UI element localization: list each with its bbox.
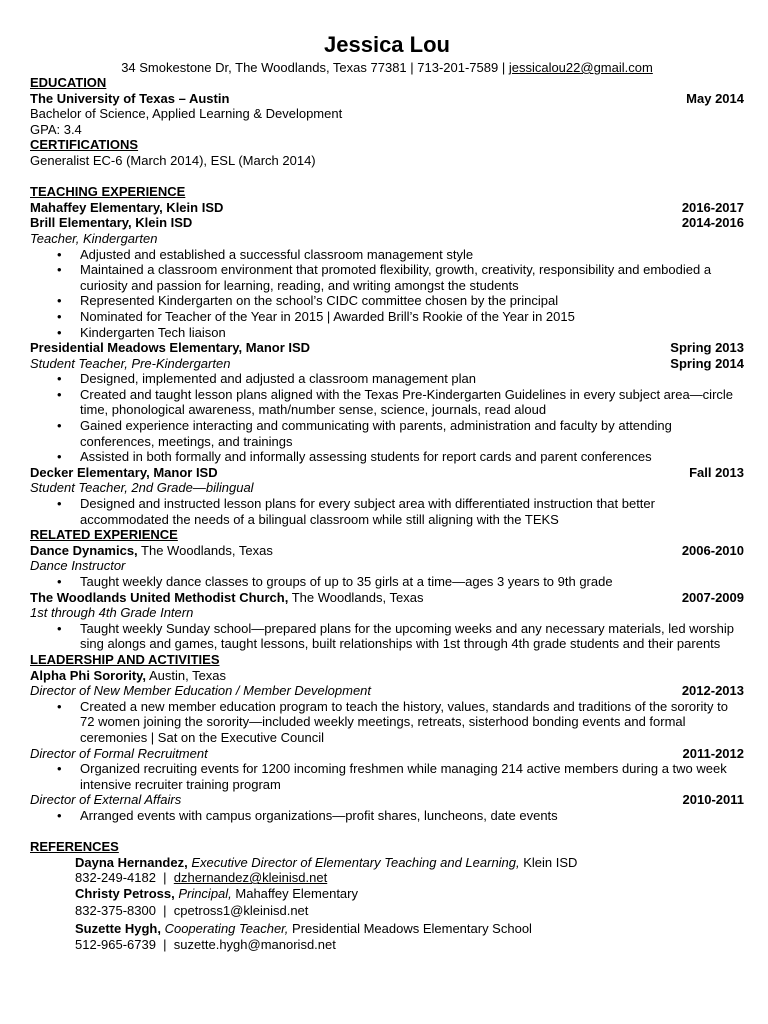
role-date: 2012-2013 bbox=[681, 683, 744, 699]
leadership-location: Austin, Texas bbox=[146, 667, 227, 683]
reference-email-link[interactable]: dzhernandez@kleinisd.net bbox=[173, 870, 328, 886]
role-title: Director of Formal Recruitment bbox=[30, 745, 208, 761]
bullet-item: • Represented Kindergarten on the school’s CIDC committee chosen by the principal bbox=[80, 293, 744, 309]
reference-phone: 832-249-4182 | bbox=[75, 870, 174, 886]
job-role: Student Teacher, 2nd Grade—bilingual bbox=[30, 480, 254, 496]
references-list bbox=[30, 855, 744, 953]
job-role-row bbox=[30, 356, 744, 372]
leadership-org: Alpha Phi Sorority, bbox=[30, 667, 147, 683]
bullet-item: • Designed, implemented and adjusted a classroom management plan bbox=[80, 371, 744, 387]
role-title: Director of External Affairs bbox=[30, 792, 182, 808]
bullet-item: • Gained experience interacting and communicating with parents, administration and faculty by attending conferences, meetings, and trainings bbox=[80, 418, 744, 449]
reference-name: Dayna Hernandez, bbox=[75, 854, 188, 870]
contact-line bbox=[30, 60, 744, 75]
certifications-heading: CERTIFICATIONS bbox=[30, 137, 139, 153]
job-bullets bbox=[30, 574, 744, 590]
role-title: Director of New Member Education / Member Development bbox=[30, 683, 372, 699]
bullet-item: • Created a new member education program to teach the history, values, standards and traditions of the sorority to 72 women joining the sorority—included weekly meetings, retreats, sisterhood bonding events and formal ceremonies | Sat on the Executive Council bbox=[80, 699, 744, 746]
job-row bbox=[30, 215, 744, 231]
role-date: 2011-2012 bbox=[682, 745, 744, 761]
education-date: May 2014 bbox=[686, 90, 744, 106]
job-date: 2007-2009 bbox=[681, 589, 744, 605]
job-bullets bbox=[30, 621, 744, 652]
candidate-name: Jessica Lou bbox=[324, 32, 450, 57]
reference-name-line bbox=[75, 921, 744, 937]
job-bullets bbox=[30, 496, 744, 527]
job-date: 2006-2010 bbox=[681, 542, 744, 558]
job-role: Dance Instructor bbox=[30, 558, 126, 574]
bullet-item: • Arranged events with campus organizations—profit shares, luncheons, date events bbox=[80, 808, 744, 824]
job-date: 2014-2016 bbox=[681, 215, 744, 231]
reference-org: Klein ISD bbox=[519, 854, 578, 870]
job-org-line bbox=[30, 590, 423, 606]
bullet-item: • Created and taught lesson plans aligned with the Texas Pre-Kindergarten Guidelines in every subject area—circle time, phonological awareness, math/number sense, science, journals, read aloud bbox=[80, 387, 744, 418]
bullet-item: • Assisted in both formally and informally assessing students for report cards and parent conferences bbox=[80, 449, 744, 465]
certifications-text: Generalist EC-6 (March 2014), ESL (March 2014) bbox=[30, 152, 316, 168]
job-org: Presidential Meadows Elementary, Manor ISD bbox=[30, 340, 311, 356]
references-heading: REFERENCES bbox=[30, 839, 119, 855]
reference-phone: 832-375-8300 | bbox=[75, 903, 174, 919]
job-date: Fall 2013 bbox=[689, 464, 744, 480]
reference-title: Cooperating Teacher, bbox=[160, 921, 289, 937]
role-bullets bbox=[30, 699, 744, 746]
job-org-line bbox=[30, 543, 273, 559]
reference-name: Christy Petross, bbox=[75, 885, 175, 901]
education-school-row bbox=[30, 91, 744, 107]
role-bullets bbox=[30, 761, 744, 792]
job-org: Mahaffey Elementary, Klein ISD bbox=[30, 199, 224, 215]
reference-org: Mahaffey Elementary bbox=[231, 885, 358, 901]
related-heading: RELATED EXPERIENCE bbox=[30, 527, 178, 543]
job-date: Spring 2013 bbox=[670, 340, 744, 356]
bullet-item: • Organized recruiting events for 1200 incoming freshmen while managing 214 active members during a two week intensive recruiter training program bbox=[80, 761, 744, 792]
resume-page bbox=[30, 30, 744, 952]
job-location: The Woodlands, Texas bbox=[137, 542, 273, 558]
teaching-heading: TEACHING EXPERIENCE bbox=[30, 184, 186, 200]
bullet-item: • Nominated for Teacher of the Year in 2015 | Awarded Brill’s Rookie of the Year in 2015 bbox=[80, 309, 744, 325]
reference-email: cpetross1@kleinisd.net bbox=[173, 903, 309, 919]
bullet-item: • Taught weekly Sunday school—prepared plans for the upcoming weeks and any necessary materials, led worship sing alongs and games, taught lessons, built relationships with 1st through 4th grade students and their parents bbox=[80, 621, 744, 652]
bullet-item: • Maintained a classroom environment that promoted flexibility, growth, creativity, responsibility and embodied a curiosity and passion for learning, reading, and writing amongst the students bbox=[80, 262, 744, 293]
reference-title: Principal, bbox=[174, 885, 232, 901]
job-role: Teacher, Kindergarten bbox=[30, 230, 158, 246]
job-org: Brill Elementary, Klein ISD bbox=[30, 215, 193, 231]
job-location: The Woodlands, Texas bbox=[288, 589, 424, 605]
reference-contact-line bbox=[75, 903, 744, 919]
role-date: 2010-2011 bbox=[682, 792, 744, 808]
education-gpa: GPA: 3.4 bbox=[30, 121, 82, 137]
leadership-org-line bbox=[30, 668, 744, 684]
reference-name-line bbox=[75, 886, 744, 902]
spacer bbox=[30, 169, 744, 185]
reference-phone: 512-965-6739 | bbox=[75, 936, 174, 952]
reference-contact-line bbox=[75, 937, 744, 953]
bullet-item: • Kindergarten Tech liaison bbox=[80, 325, 744, 341]
job-org: Dance Dynamics, bbox=[30, 542, 138, 558]
reference-org: Presidential Meadows Elementary School bbox=[288, 921, 532, 937]
job-bullets bbox=[30, 371, 744, 465]
spacer bbox=[30, 824, 744, 840]
reference-name: Suzette Hygh, bbox=[75, 921, 161, 937]
reference-title: Executive Director of Elementary Teaching and Learning, bbox=[187, 854, 520, 870]
job-role: 1st through 4th Grade Intern bbox=[30, 605, 194, 621]
job-row bbox=[30, 543, 744, 559]
job-role: Student Teacher, Pre-Kindergarten bbox=[30, 355, 231, 371]
job-row bbox=[30, 590, 744, 606]
leadership-heading: LEADERSHIP AND ACTIVITIES bbox=[30, 651, 220, 667]
bullet-item: • Taught weekly dance classes to groups of up to 35 girls at a time—ages 3 years to 9th grade bbox=[80, 574, 744, 590]
role-bullets bbox=[30, 808, 744, 824]
reference-email: suzette.hygh@manorisd.net bbox=[173, 936, 336, 952]
bullet-item: • Adjusted and established a successful classroom management style bbox=[80, 247, 744, 263]
contact-address: 34 Smokestone Dr, The Woodlands, Texas 77381 | 713-201-7589 | bbox=[121, 60, 506, 75]
bullet-item: • Designed and instructed lesson plans for every subject area with differentiated instruction that better accommodated the needs of a bilingual classroom while still aligning with the TEKS bbox=[80, 496, 744, 527]
role-row bbox=[30, 792, 744, 808]
education-degree: Bachelor of Science, Applied Learning & Development bbox=[30, 106, 343, 122]
education-school: The University of Texas – Austin bbox=[30, 90, 230, 106]
reference-contact-line bbox=[75, 870, 744, 886]
job-org: The Woodlands United Methodist Church, bbox=[30, 589, 289, 605]
job-row bbox=[30, 465, 744, 481]
education-heading: EDUCATION bbox=[30, 75, 107, 90]
role-row bbox=[30, 746, 744, 762]
job-org: Decker Elementary, Manor ISD bbox=[30, 464, 218, 480]
job-row bbox=[30, 340, 744, 356]
reference-name-line bbox=[75, 855, 744, 871]
job-bullets bbox=[30, 247, 744, 341]
contact-email-link[interactable]: jessicalou22@gmail.com bbox=[508, 60, 653, 75]
job-date: Spring 2014 bbox=[670, 355, 744, 371]
role-row bbox=[30, 683, 744, 699]
job-date: 2016-2017 bbox=[681, 199, 744, 215]
job-row bbox=[30, 200, 744, 216]
